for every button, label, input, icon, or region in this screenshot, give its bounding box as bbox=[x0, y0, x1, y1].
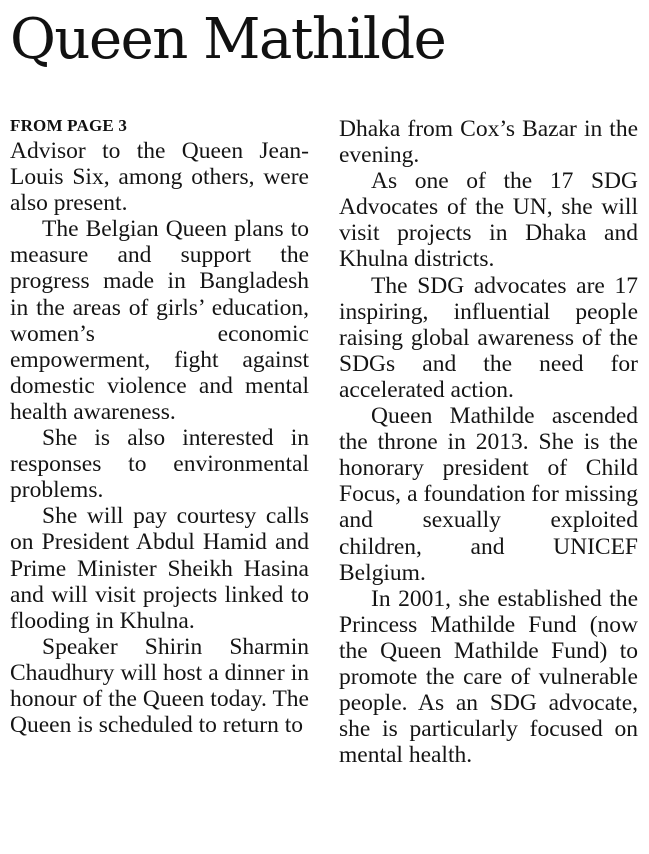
paragraph: As one of the 17 SDG Advocates of the UN, she will visit projects in Dhaka and Khulna districts. bbox=[339, 168, 638, 273]
article-column-left bbox=[10, 116, 309, 738]
paragraph: She is also interested in responses to environmental problems. bbox=[10, 425, 309, 504]
article-column-right bbox=[339, 116, 638, 768]
continuation-kicker: FROM PAGE 3 bbox=[10, 116, 128, 135]
paragraph: The SDG advocates are 17 inspiring, influential people raising global awareness of the SDGs and the need for accelerated action. bbox=[339, 272, 638, 403]
headline: Queen Mathilde bbox=[10, 7, 446, 72]
paragraph: Speaker Shirin Sharmin Chaudhury will host a dinner in honour of the Queen today. The Queen is scheduled to return to bbox=[10, 633, 309, 739]
paragraph: Queen Mathilde ascended the throne in 2013. She is the honorary president of Child Focus, a foundation for missing and sexually exploited children, and UNICEF Belgium. bbox=[339, 403, 638, 586]
paragraph: Dhaka from Cox’s Bazar in the evening. bbox=[339, 116, 638, 169]
paragraph: Advisor to the Queen Jean-Louis Six, among others, were also present. bbox=[10, 138, 309, 217]
paragraph: The Belgian Queen plans to measure and support the progress made in Bangladesh in the areas of girls’ education, women’s economic empowerment, fight against domestic violence and mental health awareness. bbox=[10, 216, 309, 425]
paragraph: In 2001, she established the Princess Mathilde Fund (now the Queen Mathilde Fund) to promote the care of vulnerable people. As an SDG advocate, she is particularly focused on mental health. bbox=[339, 585, 638, 769]
paragraph: She will pay courtesy calls on President Abdul Hamid and Prime Minister Sheikh Hasina and will visit projects linked to flooding in Khulna. bbox=[10, 503, 309, 634]
